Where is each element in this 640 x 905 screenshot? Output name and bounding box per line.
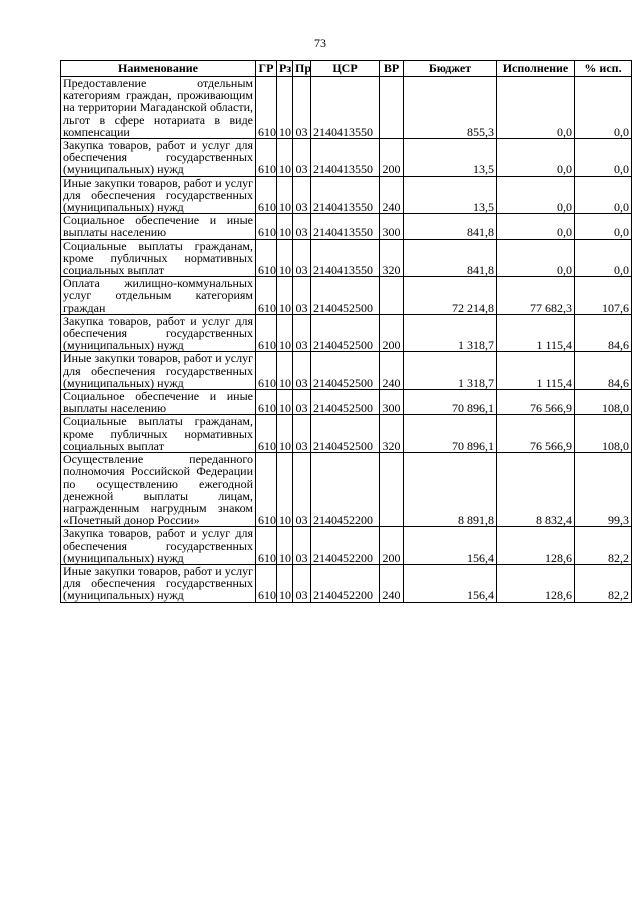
cell-pr: 03 (293, 415, 311, 453)
cell-name: Иные закупки товаров, работ и услуг для обеспечения государственных (муниципальных) нужд (61, 176, 256, 214)
cell-pr: 03 (293, 77, 311, 139)
table-row (61, 415, 632, 453)
table-row (61, 453, 632, 527)
cell-gr: 610 (256, 564, 277, 602)
cell-csr: 2140413550 (311, 77, 380, 139)
cell-budget: 855,3 (404, 77, 497, 139)
table-row (61, 77, 632, 139)
cell-rz: 10 (277, 239, 293, 277)
cell-gr: 610 (256, 277, 277, 315)
table-row (61, 277, 632, 315)
cell-name: Осуществление переданного полномочия Российской Федерации по осуществлению ежегодной денежной выплаты лицам, награжденным нагрудным знаком «Почетный донор России» (61, 453, 256, 527)
column-header-rz: Рз (277, 61, 293, 77)
cell-name: Социальные выплаты гражданам, кроме публичных нормативных социальных выплат (61, 415, 256, 453)
cell-execution: 0,0 (497, 239, 575, 277)
cell-percent: 0,0 (575, 176, 632, 214)
cell-vr (380, 453, 404, 527)
column-header-execution: Исполнение (497, 61, 575, 77)
cell-pr: 03 (293, 239, 311, 277)
cell-vr (380, 77, 404, 139)
cell-rz: 10 (277, 214, 293, 239)
cell-pr: 03 (293, 314, 311, 352)
cell-execution: 76 566,9 (497, 415, 575, 453)
cell-csr: 2140413550 (311, 176, 380, 214)
cell-csr: 2140452200 (311, 564, 380, 602)
column-header-pr: Пр (293, 61, 311, 77)
cell-pr: 03 (293, 390, 311, 415)
cell-percent: 82,2 (575, 564, 632, 602)
cell-execution: 0,0 (497, 77, 575, 139)
cell-budget: 1 318,7 (404, 352, 497, 390)
cell-rz: 10 (277, 139, 293, 177)
cell-gr: 610 (256, 139, 277, 177)
cell-execution: 0,0 (497, 176, 575, 214)
cell-csr: 2140452500 (311, 415, 380, 453)
cell-vr: 300 (380, 214, 404, 239)
cell-budget: 156,4 (404, 564, 497, 602)
cell-budget: 8 891,8 (404, 453, 497, 527)
table-row (61, 564, 632, 602)
cell-gr: 610 (256, 352, 277, 390)
cell-csr: 2140452500 (311, 352, 380, 390)
cell-budget: 841,8 (404, 239, 497, 277)
cell-vr (380, 277, 404, 315)
cell-execution: 1 115,4 (497, 352, 575, 390)
column-header-gr: ГР (256, 61, 277, 77)
cell-csr: 2140413550 (311, 139, 380, 177)
cell-rz: 10 (277, 314, 293, 352)
cell-pr: 03 (293, 527, 311, 565)
cell-execution: 0,0 (497, 214, 575, 239)
cell-vr: 240 (380, 352, 404, 390)
cell-budget: 13,5 (404, 139, 497, 177)
cell-gr: 610 (256, 453, 277, 527)
cell-csr: 2140452200 (311, 453, 380, 527)
cell-pr: 03 (293, 352, 311, 390)
cell-percent: 84,6 (575, 352, 632, 390)
table-row (61, 214, 632, 239)
table-row (61, 352, 632, 390)
cell-pr: 03 (293, 564, 311, 602)
cell-vr: 240 (380, 564, 404, 602)
table-row (61, 139, 632, 177)
column-header-name: Наименование (61, 61, 256, 77)
cell-name: Социальное обеспечение и иные выплаты населению (61, 390, 256, 415)
table-header-row (61, 61, 632, 77)
table-row (61, 239, 632, 277)
cell-execution: 8 832,4 (497, 453, 575, 527)
cell-budget: 156,4 (404, 527, 497, 565)
cell-csr: 2140452500 (311, 390, 380, 415)
cell-percent: 0,0 (575, 139, 632, 177)
table-row (61, 176, 632, 214)
cell-rz: 10 (277, 564, 293, 602)
cell-vr: 200 (380, 314, 404, 352)
cell-pr: 03 (293, 214, 311, 239)
cell-percent: 107,6 (575, 277, 632, 315)
cell-rz: 10 (277, 176, 293, 214)
cell-execution: 0,0 (497, 139, 575, 177)
cell-budget: 70 896,1 (404, 390, 497, 415)
cell-csr: 2140413550 (311, 239, 380, 277)
cell-percent: 82,2 (575, 527, 632, 565)
column-header-budget: Бюджет (404, 61, 497, 77)
cell-vr: 200 (380, 527, 404, 565)
budget-execution-table (60, 60, 632, 603)
cell-pr: 03 (293, 139, 311, 177)
column-header-csr: ЦСР (311, 61, 380, 77)
cell-percent: 99,3 (575, 453, 632, 527)
page-number: 73 (314, 36, 326, 50)
cell-percent: 0,0 (575, 77, 632, 139)
cell-execution: 128,6 (497, 527, 575, 565)
table-body (61, 77, 632, 603)
cell-name: Закупка товаров, работ и услуг для обеспечения государственных (муниципальных) нужд (61, 139, 256, 177)
cell-csr: 2140452500 (311, 314, 380, 352)
cell-percent: 0,0 (575, 214, 632, 239)
table-row (61, 390, 632, 415)
cell-name: Закупка товаров, работ и услуг для обеспечения государственных (муниципальных) нужд (61, 314, 256, 352)
cell-name: Социальное обеспечение и иные выплаты населению (61, 214, 256, 239)
cell-gr: 610 (256, 214, 277, 239)
cell-name: Иные закупки товаров, работ и услуг для обеспечения государственных (муниципальных) нужд (61, 352, 256, 390)
cell-rz: 10 (277, 77, 293, 139)
cell-name: Предоставление отдельным категориям граждан, проживающим на территории Магаданской области, льгот в сфере нотариата в виде компенсации (61, 77, 256, 139)
cell-vr: 320 (380, 239, 404, 277)
cell-name: Оплата жилищно-коммунальных услуг отдельным категориям граждан (61, 277, 256, 315)
cell-rz: 10 (277, 415, 293, 453)
table-row (61, 527, 632, 565)
cell-rz: 10 (277, 352, 293, 390)
cell-name: Социальные выплаты гражданам, кроме публичных нормативных социальных выплат (61, 239, 256, 277)
cell-gr: 610 (256, 176, 277, 214)
cell-gr: 610 (256, 527, 277, 565)
cell-budget: 72 214,8 (404, 277, 497, 315)
cell-csr: 2140413550 (311, 214, 380, 239)
cell-pr: 03 (293, 277, 311, 315)
cell-percent: 0,0 (575, 239, 632, 277)
cell-csr: 2140452200 (311, 527, 380, 565)
cell-gr: 610 (256, 390, 277, 415)
cell-rz: 10 (277, 527, 293, 565)
cell-vr: 200 (380, 139, 404, 177)
cell-percent: 108,0 (575, 415, 632, 453)
cell-percent: 84,6 (575, 314, 632, 352)
cell-vr: 240 (380, 176, 404, 214)
cell-budget: 70 896,1 (404, 415, 497, 453)
column-header-percent: % исп. (575, 61, 632, 77)
column-header-vr: ВР (380, 61, 404, 77)
cell-gr: 610 (256, 77, 277, 139)
cell-pr: 03 (293, 176, 311, 214)
cell-name: Иные закупки товаров, работ и услуг для обеспечения государственных (муниципальных) нужд (61, 564, 256, 602)
cell-pr: 03 (293, 453, 311, 527)
cell-rz: 10 (277, 453, 293, 527)
cell-gr: 610 (256, 314, 277, 352)
cell-rz: 10 (277, 277, 293, 315)
cell-budget: 13,5 (404, 176, 497, 214)
cell-name: Закупка товаров, работ и услуг для обеспечения государственных (муниципальных) нужд (61, 527, 256, 565)
cell-budget: 841,8 (404, 214, 497, 239)
cell-vr: 320 (380, 415, 404, 453)
cell-csr: 2140452500 (311, 277, 380, 315)
cell-execution: 76 566,9 (497, 390, 575, 415)
table-row (61, 314, 632, 352)
cell-vr: 300 (380, 390, 404, 415)
cell-rz: 10 (277, 390, 293, 415)
cell-execution: 77 682,3 (497, 277, 575, 315)
cell-execution: 128,6 (497, 564, 575, 602)
cell-gr: 610 (256, 415, 277, 453)
cell-gr: 610 (256, 239, 277, 277)
cell-execution: 1 115,4 (497, 314, 575, 352)
cell-budget: 1 318,7 (404, 314, 497, 352)
cell-percent: 108,0 (575, 390, 632, 415)
